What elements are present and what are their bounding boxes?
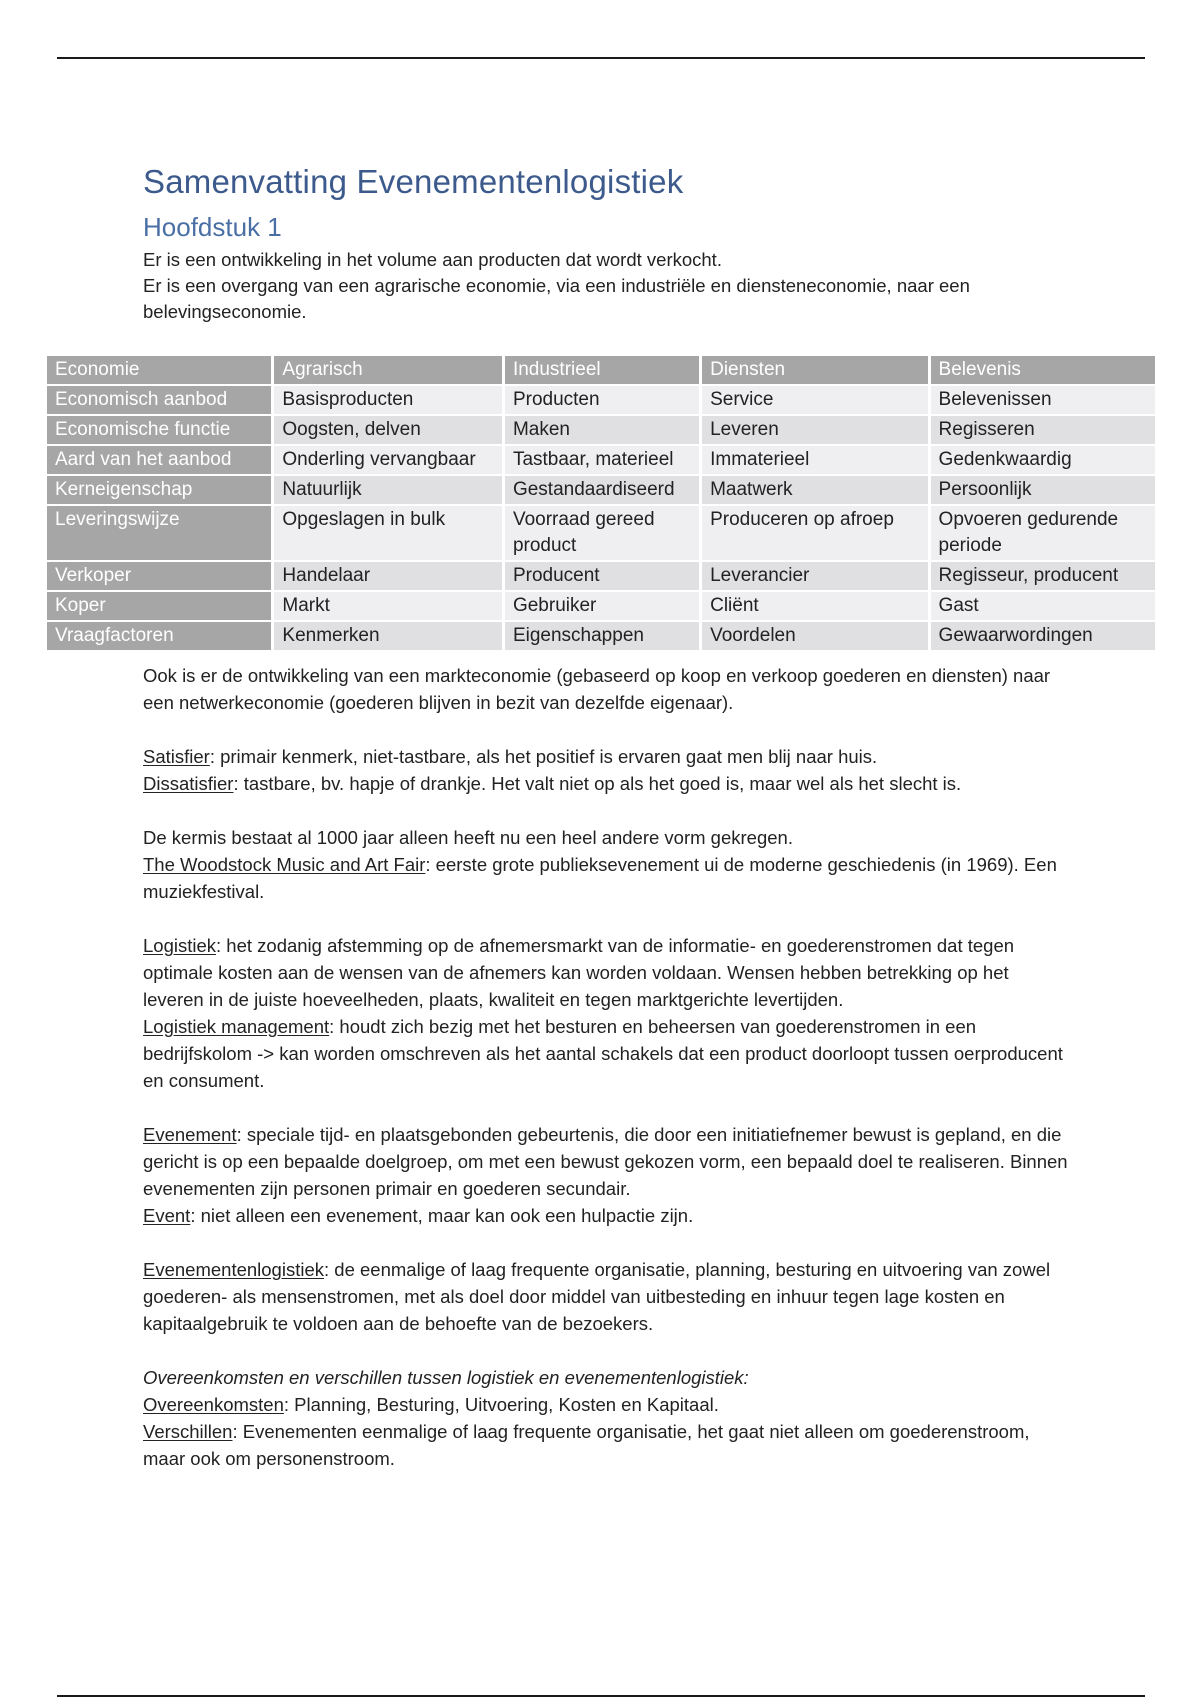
table-cell: Gestandaardiseerd — [505, 476, 699, 504]
woodstock-definition — [143, 851, 1073, 905]
table-cell: Gewaarwordingen — [931, 622, 1155, 650]
definition-text: : primair kenmerk, niet-tastbare, als het positief is ervaren gaat men blij naar huis. — [209, 746, 878, 767]
definition-text: : houdt zich bezig met het besturen en beheersen van goederenstromen in een bedrijfskolom -> kan worden omschreven als het aantal schakels dat een product doorloopt tussen oerproducent en consument. — [143, 1016, 1063, 1091]
table-header-row — [47, 356, 1155, 384]
table-cell: Producent — [505, 562, 699, 590]
table-row — [47, 592, 1155, 620]
satisfier-definition — [143, 743, 1073, 770]
definition-text: : de eenmalige of laag frequente organisatie, planning, besturing en uitvoering van zowel goederen- als mensenstromen, met als doel door middel van uitbesteding en inhuur tegen lage kosten en kapitaalgebruik te voldoen aan de behoefte van de bezoekers. — [143, 1259, 1051, 1334]
verschillen-definition — [143, 1418, 1073, 1472]
evenement-definition — [143, 1121, 1073, 1202]
definition-term: Dissatisfier — [143, 773, 234, 794]
intro-paragraph: Er is een overgang van een agrarische economie, via een industriële en diensteneconomie, naar een belevingseconomie. — [143, 275, 970, 322]
definition-term: Logistiek management — [143, 1016, 330, 1037]
row-label: Economisch aanbod — [47, 386, 271, 414]
row-label: Aard van het aanbod — [47, 446, 271, 474]
table-cell: Markt — [274, 592, 502, 620]
table-cell: Produceren op afroep — [702, 506, 927, 560]
definition-text: : eerste grote publieksevenement ui de moderne geschiedenis (in 1969). Een muziekfestival. — [143, 854, 1057, 902]
table-cell: Immaterieel — [702, 446, 927, 474]
table-header-cell: Agrarisch — [274, 356, 502, 384]
table-cell: Maken — [505, 416, 699, 444]
table-cell: Handelaar — [274, 562, 502, 590]
comparison-heading: Overeenkomsten en verschillen tussen logistiek en evenementenlogistiek: — [143, 1367, 749, 1388]
definition-term: The Woodstock Music and Art Fair — [143, 854, 426, 875]
intro-text — [143, 247, 1063, 325]
table-row — [47, 506, 1155, 560]
table-cell: Leveren — [702, 416, 927, 444]
event-definition — [143, 1202, 1073, 1229]
economy-comparison-table — [44, 354, 1158, 652]
document-title: Samenvatting Evenementenlogistiek — [143, 163, 684, 200]
definition-term: Overeenkomsten — [143, 1394, 284, 1415]
table-cell: Tastbaar, materieel — [505, 446, 699, 474]
table-row — [47, 416, 1155, 444]
row-label: Economische functie — [47, 416, 271, 444]
table-cell: Kenmerken — [274, 622, 502, 650]
definition-text: : Evenementen eenmalige of laag frequente organisatie, het gaat niet alleen om goederenstroom, maar ook om personenstroom. — [143, 1421, 1030, 1469]
row-label: Kerneigenschap — [47, 476, 271, 504]
table-cell: Opgeslagen in bulk — [274, 506, 502, 560]
table-cell: Voordelen — [702, 622, 927, 650]
bottom-rule — [57, 1695, 1145, 1697]
table-cell: Oogsten, delven — [274, 416, 502, 444]
table-header-cell: Economie — [47, 356, 271, 384]
table-cell: Gedenkwaardig — [931, 446, 1155, 474]
table-header-cell: Industrieel — [505, 356, 699, 384]
chapter-heading: Hoofdstuk 1 — [143, 212, 282, 242]
table-row — [47, 562, 1155, 590]
overeenkomsten-definition — [143, 1391, 1073, 1418]
table-cell: Leverancier — [702, 562, 927, 590]
table-cell: Regisseur, producent — [931, 562, 1155, 590]
definition-text: : tastbare, bv. hapje of drankje. Het valt niet op als het goed is, maar wel als het slecht is. — [233, 773, 962, 794]
definition-term: Satisfier — [143, 746, 210, 767]
table-header-cell: Diensten — [702, 356, 927, 384]
definition-text: : Planning, Besturing, Uitvoering, Kosten en Kapitaal. — [283, 1394, 719, 1415]
kermis-paragraph: De kermis bestaat al 1000 jaar alleen heeft nu een heel andere vorm gekregen. — [143, 827, 793, 848]
markteconomie-paragraph: Ook is er de ontwikkeling van een markteconomie (gebaseerd op koop en verkoop goederen en diensten) naar een netwerkeconomie (goederen blijven in bezit van dezelfde eigenaar). — [143, 665, 1051, 713]
definition-term: Verschillen — [143, 1421, 233, 1442]
table-cell: Belevenissen — [931, 386, 1155, 414]
logistiek-management-definition — [143, 1013, 1073, 1094]
table-cell: Gast — [931, 592, 1155, 620]
table-cell: Eigenschappen — [505, 622, 699, 650]
intro-paragraph: Er is een ontwikkeling in het volume aan producten dat wordt verkocht. — [143, 249, 722, 270]
table-cell: Gebruiker — [505, 592, 699, 620]
dissatisfier-definition — [143, 770, 1073, 797]
row-label: Koper — [47, 592, 271, 620]
definition-text: : speciale tijd- en plaatsgebonden gebeurtenis, die door een initiatiefnemer bewust is gepland, en die gericht is op een bepaalde doelgroep, om met een bewust gekozen vorm, een bepaald doel te realiseren. Binnen evenementen zijn personen primair en goederen secundair. — [143, 1124, 1068, 1199]
table-cell: Producten — [505, 386, 699, 414]
definition-text: : het zodanig afstemming op de afnemersmarkt van de informatie- en goederenstromen dat tegen optimale kosten aan de wensen van de afnemers kan worden voldaan. Wensen hebben betrekking op het leveren in de juiste hoeveelheden, plaats, kwaliteit en tegen marktgerichte levertijden. — [143, 935, 1015, 1010]
table-row — [47, 386, 1155, 414]
table-cell: Persoonlijk — [931, 476, 1155, 504]
table-cell: Maatwerk — [702, 476, 927, 504]
row-label: Vraagfactoren — [47, 622, 271, 650]
table-row — [47, 476, 1155, 504]
table-cell: Voorraad gereed product — [505, 506, 699, 560]
definition-term: Logistiek — [143, 935, 217, 956]
top-rule — [57, 57, 1145, 59]
table-cell: Onderling vervangbaar — [274, 446, 502, 474]
table-row — [47, 622, 1155, 650]
table-cell: Natuurlijk — [274, 476, 502, 504]
definition-text: : niet alleen een evenement, maar kan ook een hulpactie zijn. — [190, 1205, 694, 1226]
table-cell: Regisseren — [931, 416, 1155, 444]
logistiek-definition — [143, 932, 1073, 1013]
definition-term: Evenement — [143, 1124, 237, 1145]
table-cell: Basisproducten — [274, 386, 502, 414]
document-body — [143, 662, 1073, 1472]
row-label: Leveringswijze — [47, 506, 271, 560]
definition-term: Event — [143, 1205, 191, 1226]
table-cell: Cliënt — [702, 592, 927, 620]
table-header-cell: Belevenis — [931, 356, 1155, 384]
table-cell: Service — [702, 386, 927, 414]
table-cell: Opvoeren gedurende periode — [931, 506, 1155, 560]
table-row — [47, 446, 1155, 474]
evenementenlogistiek-definition — [143, 1256, 1073, 1337]
row-label: Verkoper — [47, 562, 271, 590]
definition-term: Evenementenlogistiek — [143, 1259, 324, 1280]
